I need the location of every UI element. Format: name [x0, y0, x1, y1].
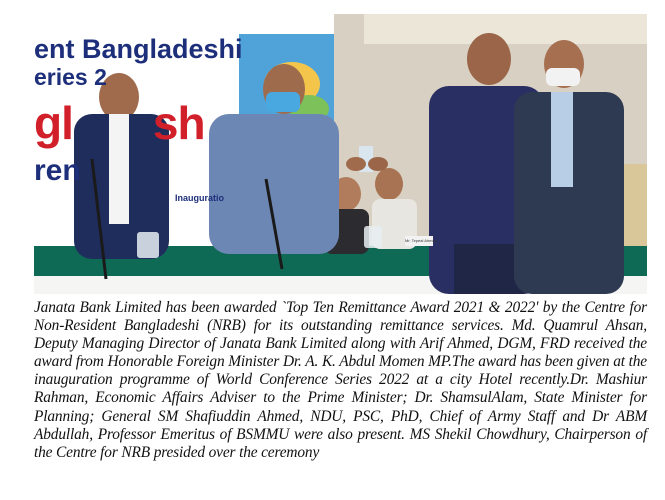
awardee-trousers [454, 244, 524, 294]
banner-ceremony-line: ren [34, 154, 81, 187]
seated-guest-head-2 [375, 168, 403, 200]
water-glass [137, 232, 159, 258]
banner-title-line: ent Bangladeshi [34, 34, 243, 64]
ceiling [364, 14, 647, 44]
minister-suit [209, 114, 339, 254]
man-right-mask [546, 68, 580, 86]
banner-red-fragment-2: sh [152, 97, 205, 149]
minister-mask [266, 92, 300, 112]
hand-2 [368, 157, 388, 171]
name-placard: Mr. Tepeal Ahmed [405, 236, 433, 246]
water-glass-2 [364, 226, 382, 248]
banner-series-line: eries 2 [34, 64, 107, 90]
photo-caption: Janata Bank Limited has been awarded `Top Ten Remittance Award 2021 & 2022' by the Centre for Non-Resident Bangladeshi (NRB) for its outstanding remittance services. Md. Quamrul Ahsan, Deputy Managing Director of Janata Bank Limited along with Arif Ahmed, DGM, FRD received the award from Honorable Foreign Minister Dr. A. K. Abdul Momen MP.The award has been given at the inauguration programme of World Conference Series 2022 at a city Hotel recently.Dr. Mashiur Rahman, Economic Affairs Adviser to the Prime Minister; Dr. ShamsulAlam, State Minister for Planning; General SM Shafiuddin Ahmed, NDU, PSC, PhD, Chief of Army Staff and Dr ABM Abdullah, Professor Emeritus of BSMMU were also present. MS Shekil Chowdhury, Chairperson of the Centre for NRB presided over the ceremony [34, 299, 647, 461]
man-right-shirt [551, 92, 573, 187]
awardee-head [467, 33, 511, 85]
banner-inauguration-label: Inauguratio [175, 193, 224, 203]
banner-large-red-text [34, 97, 205, 149]
news-photo [34, 14, 647, 294]
banner-red-fragment: gl [34, 97, 73, 149]
hand [346, 157, 366, 171]
